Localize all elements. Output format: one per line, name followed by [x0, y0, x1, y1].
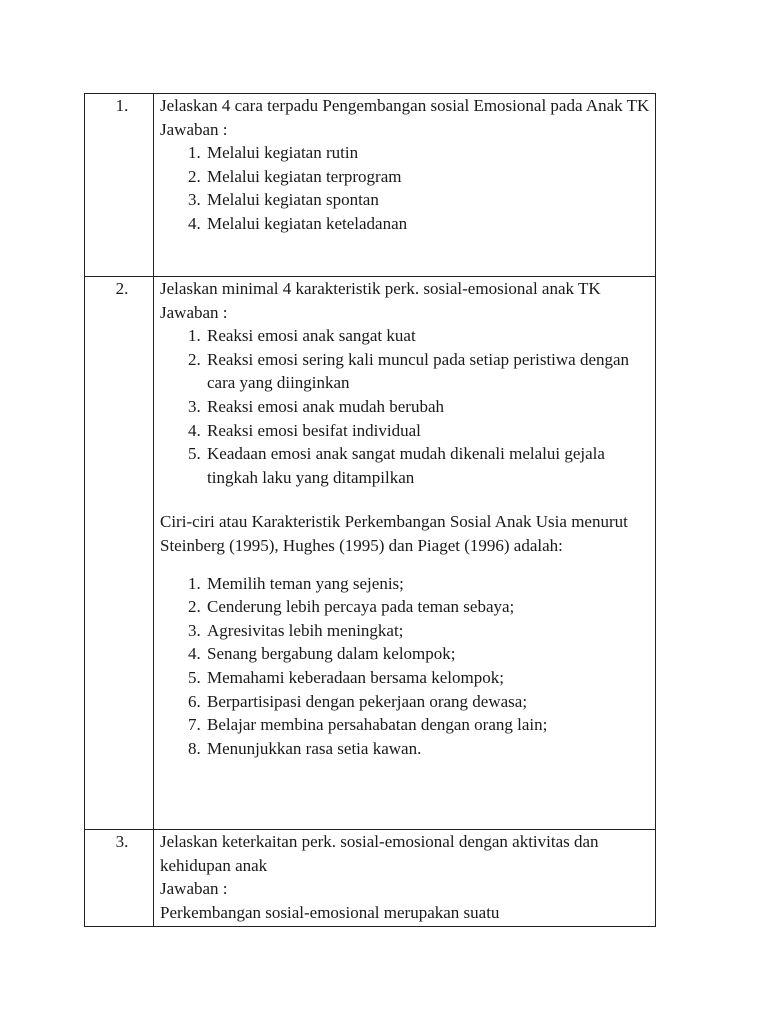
list-item: 4. Melalui kegiatan keteladanan	[205, 212, 651, 236]
row-number-cell	[85, 94, 154, 277]
qa-table	[84, 93, 656, 927]
row-content-cell	[154, 94, 656, 277]
characteristics-paragraph: Ciri-ciri atau Karakteristik Perkembangan Sosial Anak Usia menurut Steinberg (1995), Hughes (1995) dan Piaget (1996) adalah:	[160, 512, 628, 555]
list-item: 5. Keadaan emosi anak sangat mudah dikenali melalui gejala tingkah laku yang ditampilkan	[205, 442, 651, 489]
answer-list	[160, 324, 651, 489]
row-number-cell	[85, 830, 154, 927]
list-item: 1. Memilih teman yang sejenis;	[205, 572, 651, 596]
list-item: 4. Senang bergabung dalam kelompok;	[205, 642, 651, 666]
row-number: 2.	[115, 279, 129, 298]
list-item: 3. Reaksi emosi anak mudah berubah	[205, 395, 651, 419]
list-item: 1. Reaksi emosi anak sangat kuat	[205, 324, 651, 348]
question-text: Jelaskan 4 cara terpadu Pengembangan sosial Emosional pada Anak TK	[160, 96, 650, 115]
question-text: Jelaskan minimal 4 karakteristik perk. sosial-emosional anak TK	[160, 279, 601, 298]
list-item: 2. Melalui kegiatan terprogram	[205, 165, 651, 189]
answer-label: Jawaban :	[160, 302, 228, 322]
list-item: 7. Belajar membina persahabatan dengan orang lain;	[205, 713, 651, 737]
list-item: 5. Memahami keberadaan bersama kelompok;	[205, 666, 651, 690]
answer-text: Perkembangan sosial-emosional merupakan suatu	[160, 902, 500, 922]
qa-row-3	[85, 830, 656, 927]
list-item: 8. Menunjukkan rasa setia kawan.	[205, 737, 651, 761]
characteristics-list	[160, 572, 651, 761]
list-item: 6. Berpartisipasi dengan pekerjaan orang dewasa;	[205, 690, 651, 714]
row-content-cell	[154, 277, 656, 830]
qa-row-1	[85, 94, 656, 277]
row-number: 1.	[115, 96, 129, 115]
row-number-cell	[85, 277, 154, 830]
list-item: 3. Melalui kegiatan spontan	[205, 188, 651, 212]
question-text: Jelaskan keterkaitan perk. sosial-emosional dengan aktivitas dan kehidupan anak	[160, 832, 599, 875]
row-content-cell	[154, 830, 656, 927]
answer-label: Jawaban :	[160, 879, 228, 899]
list-item: 2. Cenderung lebih percaya pada teman sebaya;	[205, 595, 651, 619]
answer-list	[160, 141, 651, 235]
answer-label: Jawaban :	[160, 119, 228, 139]
qa-row-2	[85, 277, 656, 830]
list-item: 4. Reaksi emosi besifat individual	[205, 419, 651, 443]
row-number: 3.	[115, 832, 129, 851]
list-item: 3. Agresivitas lebih meningkat;	[205, 619, 651, 643]
list-item: 2. Reaksi emosi sering kali muncul pada setiap peristiwa dengan cara yang diinginkan	[205, 348, 651, 395]
list-item: 1. Melalui kegiatan rutin	[205, 141, 651, 165]
